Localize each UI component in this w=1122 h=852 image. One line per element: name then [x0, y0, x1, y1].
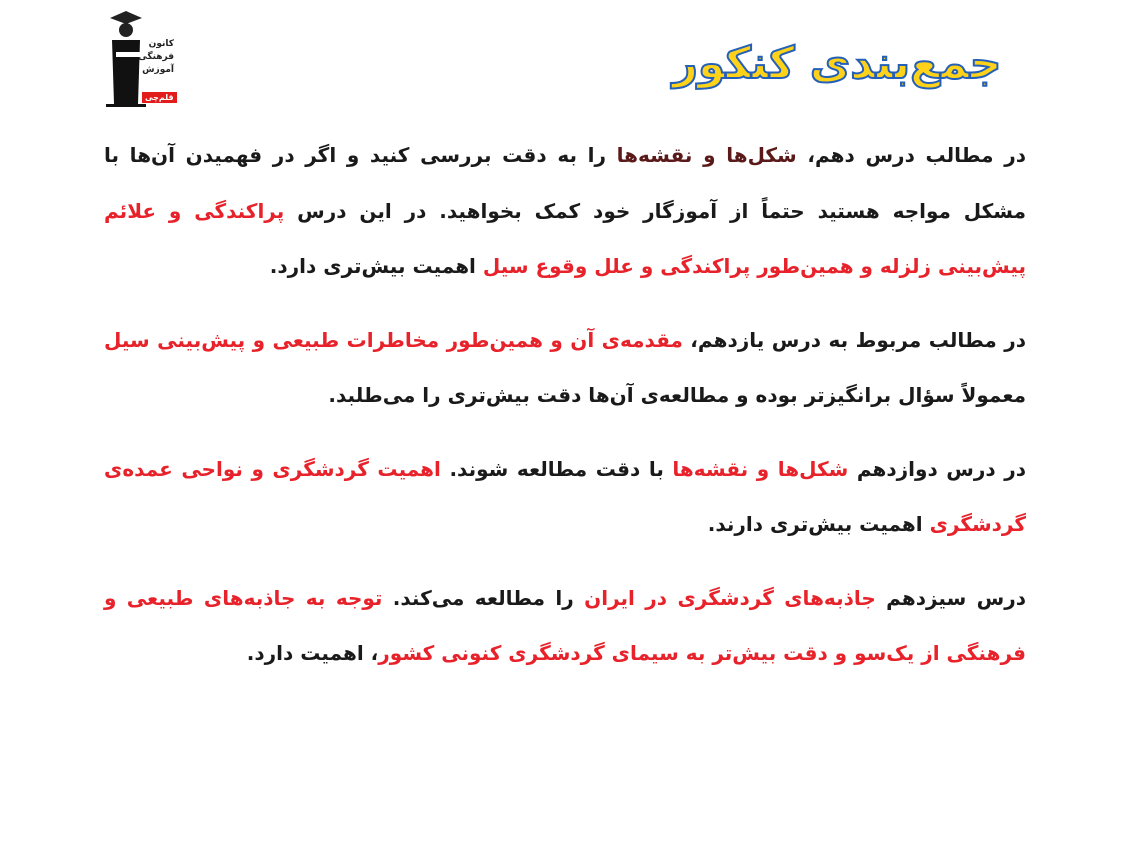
text-segment: درس سیزدهم: [875, 585, 1026, 610]
text-segment: اهمیت بیش‌تری دارند.: [707, 512, 930, 536]
article-body: [104, 128, 1026, 682]
paragraph-4: [104, 571, 1026, 682]
highlight-segment: توجه به جاذبه‌های طبیعی و فرهنگی از یک‌سو و دقت بیش‌تر به سیمای گردشگری کنونی کشور: [104, 585, 1026, 665]
kanoon-wordmark: [138, 38, 174, 77]
highlight-segment: پراکندگی و علائم پیش‌بینی زلزله و همین‌طور پراکندگی و علل وقوع سیل: [104, 198, 1026, 278]
text-segment: در مطالب مربوط به درس یازدهم،: [682, 327, 1026, 352]
kanoon-line-2: فرهنگی: [138, 52, 174, 62]
text-segment: را به دقت بررسی کنید و اگر در فهمیدن آن‌ها با مشکل مواجه هستید حتماً از آموزگار خود کمک بخواهید. در این درس: [104, 143, 1026, 223]
text-segment: در درس دوازدهم: [848, 456, 1027, 481]
text-segment: را مطالعه می‌کند.: [382, 585, 585, 610]
highlight-segment: اهمیت گردشگری و نواحی عمده‌ی گردشگری: [104, 456, 1026, 536]
highlight-segment: جاذبه‌های گردشگری در ایران: [584, 585, 876, 610]
text-segment: ، اهمیت دارد.: [246, 641, 379, 665]
highlight-segment: شکل‌ها و نقشه‌ها: [672, 456, 849, 481]
text-segment: معمولاً سؤال برانگیزتر بوده و مطالعه‌ی آن‌ها دقت بیش‌تری را می‌طلبد.: [328, 383, 1026, 407]
paragraph-3: [104, 442, 1026, 553]
text-segment: اهمیت بیش‌تری دارد.: [269, 254, 483, 278]
text-segment: با دقت مطالعه شوند.: [440, 456, 673, 481]
page-header: [0, 0, 1122, 115]
paragraph-2: [104, 313, 1026, 424]
kanoon-line-3: آموزش: [142, 65, 174, 75]
brand-title: جمع‌بندی کنکور: [672, 38, 1002, 89]
highlight-segment: مقدمه‌ی آن و همین‌طور مخاطرات طبیعی و پیش‌بینی سیل: [104, 327, 683, 352]
text-segment: در مطالب درس دهم،: [796, 143, 1026, 167]
kanoon-line-1: کانون: [148, 39, 174, 49]
kanoon-tag: قلم‌چی: [142, 92, 177, 103]
highlight-segment: شکل‌ها و نقشه‌ها: [616, 143, 797, 167]
paragraph-1: [104, 128, 1026, 295]
